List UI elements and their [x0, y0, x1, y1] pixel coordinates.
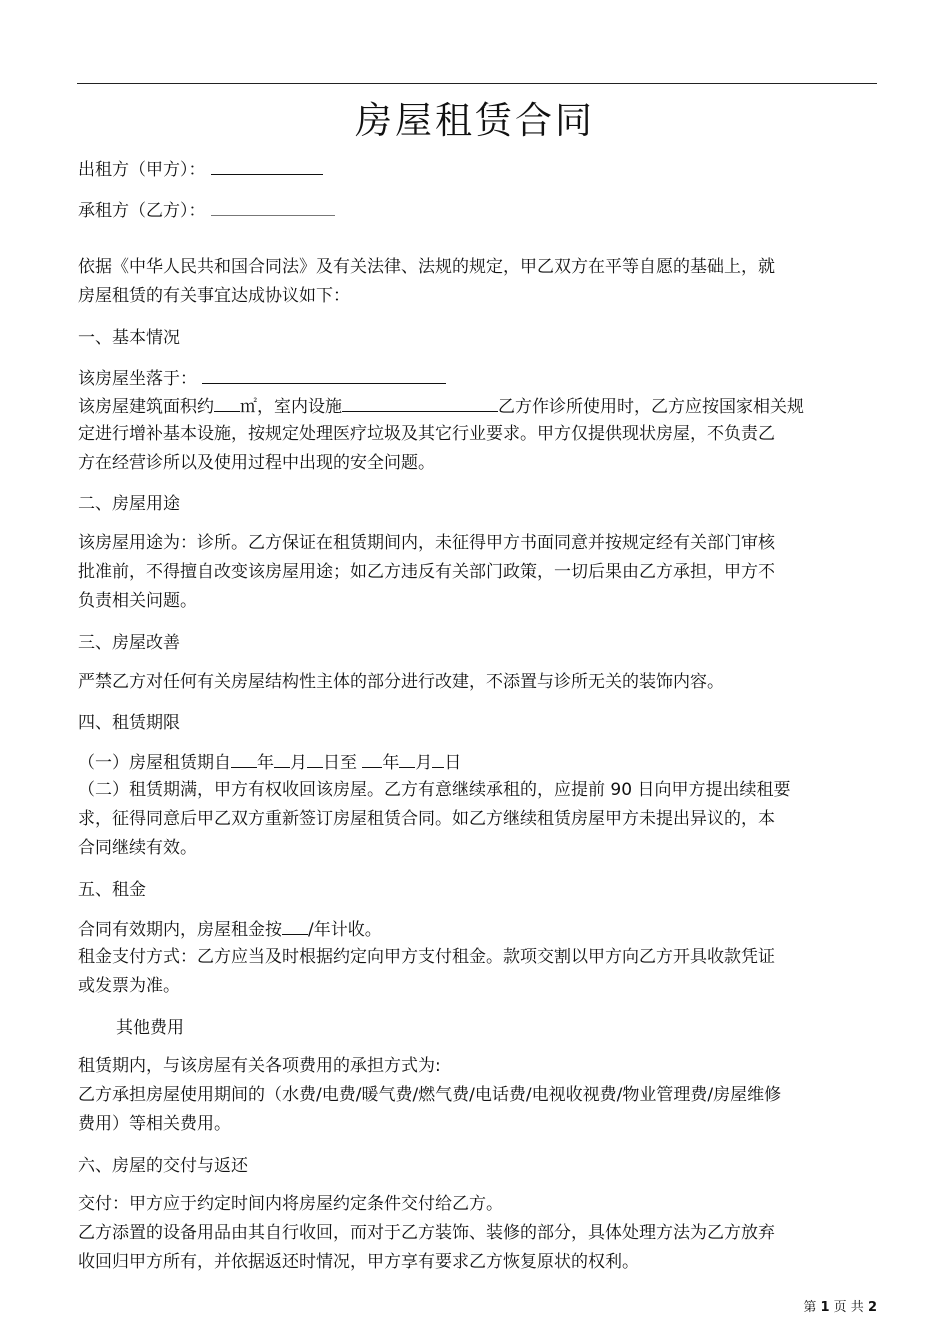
rent-line: [78, 916, 382, 942]
lessee-label: 承租方（乙方）：: [78, 201, 206, 221]
rent-blank[interactable]: [282, 916, 308, 935]
start-day-blank[interactable]: [307, 749, 323, 768]
section-4-line-3: 求，征得同意后甲乙双方重新签订房屋租赁合同。如乙方继续租赁房屋甲方未提出异议的，本: [78, 809, 775, 829]
rent-label: 合同有效期内，房屋租金按: [78, 920, 282, 940]
location-blank[interactable]: [202, 365, 446, 384]
footer-prefix: 第: [803, 1300, 817, 1315]
month-label: 月: [290, 753, 307, 773]
preamble-line-1: 依据《中华人民共和国合同法》及有关法律、法规的规定，甲乙双方在平等自愿的基础上，就: [78, 257, 775, 277]
end-month-blank[interactable]: [399, 749, 415, 768]
section-6-line-1: 交付：甲方应于约定时间内将房屋约定条件交付给乙方。: [78, 1194, 503, 1214]
month-label: 月: [415, 753, 433, 773]
area-line: [78, 393, 804, 419]
area-label: 该房屋建筑面积约: [78, 397, 214, 417]
area-blank[interactable]: [214, 393, 240, 412]
lessor-label: 出租方（甲方）：: [78, 160, 206, 180]
term-line: [78, 749, 461, 775]
section-6-line-2: 乙方添置的设备用品由其自行收回，而对于乙方装饰、装修的部分，具体处理方法为乙方放弃: [78, 1223, 775, 1243]
day-to-label: 日至: [323, 753, 357, 773]
top-rule: [77, 83, 877, 84]
section-1-line-4: 方在经营诊所以及使用过程中出现的安全问题。: [78, 453, 435, 473]
year-label: 年: [257, 753, 274, 773]
total-pages-number: 2: [867, 1300, 877, 1315]
section-1-heading: 一、基本情况: [78, 328, 180, 348]
facilities-label: ㎡，室内设施: [240, 397, 342, 417]
start-year-blank[interactable]: [231, 749, 257, 768]
facilities-blank[interactable]: [342, 393, 498, 412]
lessee-line: [78, 197, 335, 223]
other-fees-line-3: 费用）等相关费用。: [78, 1114, 231, 1134]
term-label: （一）房屋租赁期自: [78, 753, 231, 773]
section-1-line-3: 定进行增补基本设施，按规定处理医疗垃圾及其它行业要求。甲方仅提供现状房屋，不负责乙: [78, 424, 775, 444]
other-fees-line-1: 租赁期内，与该房屋有关各项费用的承担方式为:: [78, 1056, 441, 1076]
location-label: 该房屋坐落于：: [78, 369, 197, 389]
section-3-heading: 三、房屋改善: [78, 633, 180, 653]
end-year-blank[interactable]: [362, 749, 382, 768]
lessor-blank[interactable]: [211, 156, 323, 175]
section-6-heading: 六、房屋的交付与返还: [78, 1156, 248, 1176]
section-2-line-3: 负责相关问题。: [78, 591, 197, 611]
section-5-line-2: 租金支付方式：乙方应当及时根据约定向甲方支付租金。款项交割以甲方向乙方开具收款凭证: [78, 947, 775, 967]
other-fees-heading: 其他费用: [116, 1018, 184, 1038]
section-4-line-2: （二）租赁期满，甲方有权收回该房屋。乙方有意继续承租的，应提前 90 日向甲方提出续租要: [78, 780, 791, 800]
current-page-number: 1: [820, 1300, 830, 1315]
other-fees-line-2: 乙方承担房屋使用期间的（水费/电费/暖气费/燃气费/电话费/电视收视费/物业管理费/房屋维修: [78, 1085, 782, 1105]
section-3-line-1: 严禁乙方对任何有关房屋结构性主体的部分进行改建，不添置与诊所无关的装饰内容。: [78, 672, 724, 692]
section-4-line-4: 合同继续有效。: [78, 838, 197, 858]
section-2-line-2: 批准前，不得擅自改变该房屋用途；如乙方违反有关部门政策，一切后果由乙方承担，甲方不: [78, 562, 775, 582]
end-day-blank[interactable]: [432, 749, 444, 768]
section-4-heading: 四、租赁期限: [78, 713, 180, 733]
preamble-line-2: 房屋租赁的有关事宜达成协议如下：: [78, 286, 350, 306]
clinic-requirement-text: 乙方作诊所使用时，乙方应按国家相关规: [498, 397, 804, 417]
lessee-blank[interactable]: [211, 197, 335, 216]
page-footer: [803, 1296, 877, 1315]
year-label: 年: [382, 753, 400, 773]
section-5-heading: 五、租金: [78, 880, 146, 900]
document-title: 房屋租赁合同: [355, 99, 595, 142]
start-month-blank[interactable]: [274, 749, 290, 768]
section-5-line-3: 或发票为准。: [78, 976, 180, 996]
section-2-line-1: 该房屋用途为：诊所。乙方保证在租赁期间内，未征得甲方书面同意并按规定经有关部门审核: [78, 533, 775, 553]
day-label: 日: [444, 753, 462, 773]
footer-middle: 页 共: [833, 1300, 864, 1315]
rent-unit: /年计收。: [308, 920, 382, 940]
lessor-line: [78, 156, 323, 182]
section-2-heading: 二、房屋用途: [78, 494, 180, 514]
section-6-line-3: 收回归甲方所有，并依据返还时情况，甲方享有要求乙方恢复原状的权利。: [78, 1252, 639, 1272]
location-line: [78, 365, 446, 391]
